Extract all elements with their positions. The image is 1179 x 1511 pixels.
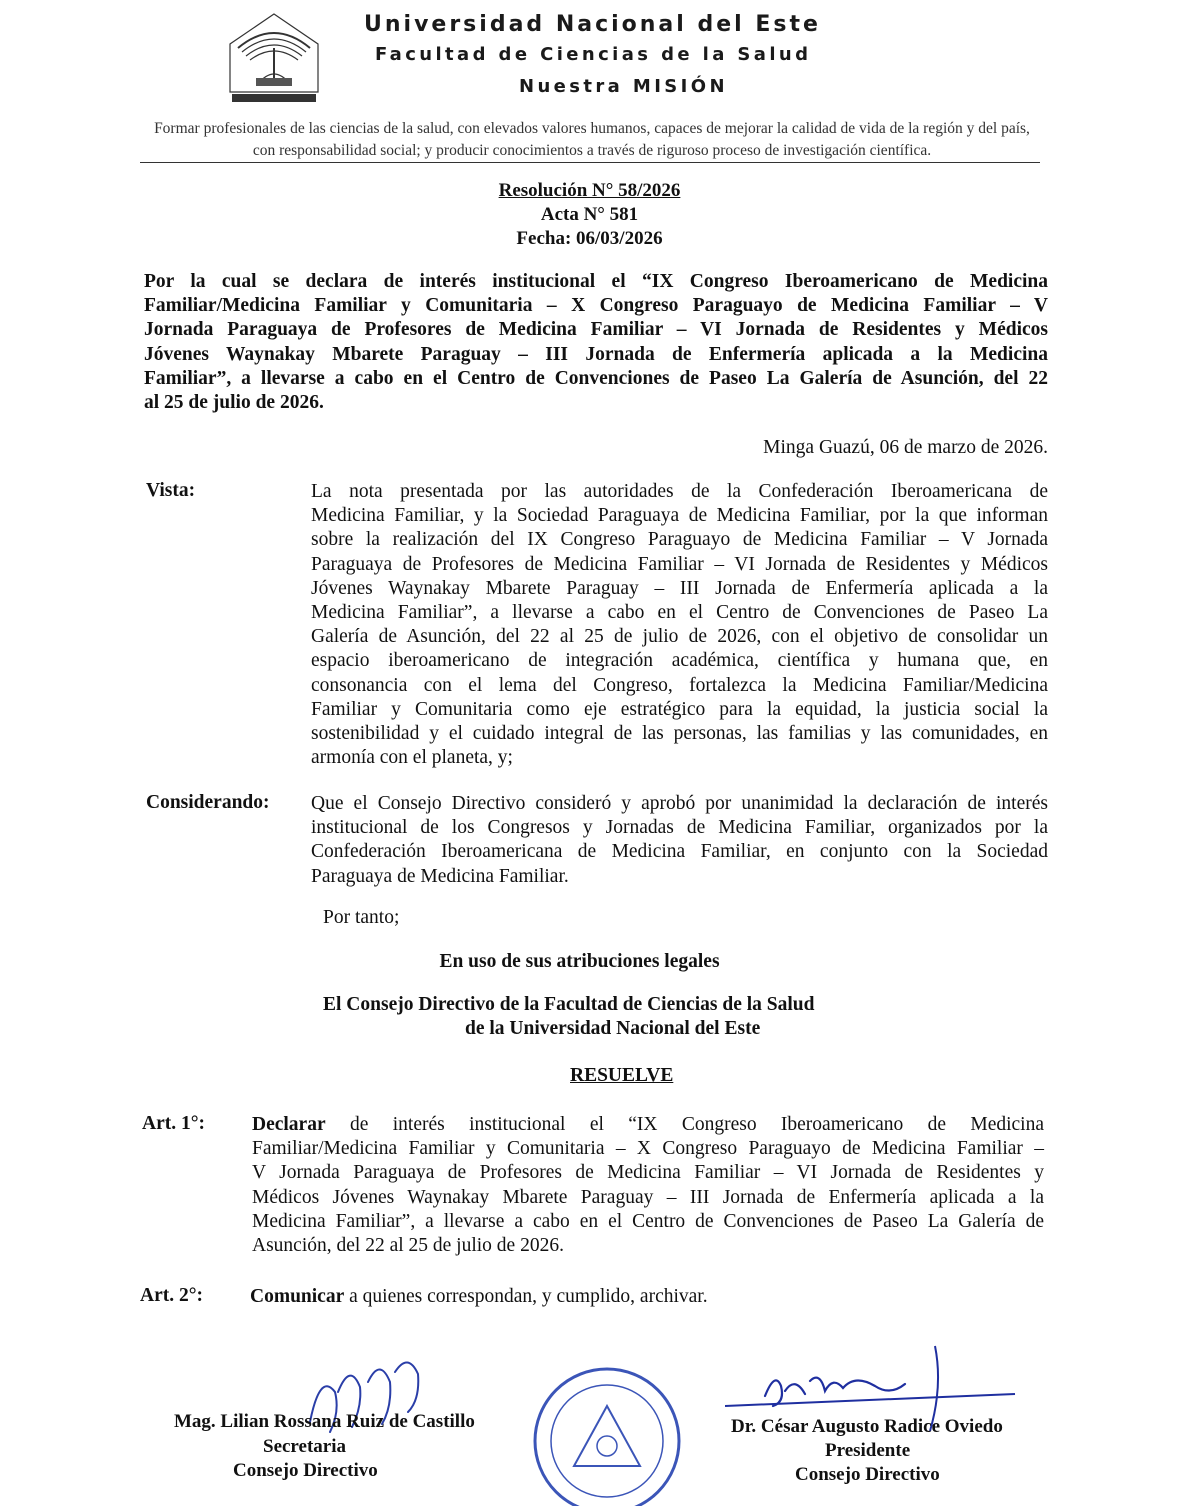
resolution-date: Fecha: 06/03/2026 [516,228,663,249]
acta-number: Acta N° 581 [540,204,639,225]
header-divider [140,162,1040,163]
art1-text: Declarar de interés institucional el “IX Congreso Iberoamericano de Medicina Familiar/Medicina Familiar y Comunitaria – X Congreso Paraguayo de Medicina Familiar – V Jornada Paraguaya de Profesores de Medicina Familiar – VI Jornada de Residentes y Médicos Jóvenes Waynakay Mbarete Paraguay – III Jornada de Enfermería aplicada a la Medicina Familiar”, a llevarse a cabo en el Centro de Convenciones de Paseo La Galería de Asunción, del 22 al 25 de julio de 2026. [252,1114,1044,1257]
right-signer-name: Dr. César Augusto Radice Oviedo [731,1416,1003,1437]
resuelve-heading: RESUELVE [570,1065,674,1086]
right-signer-role: Presidente [825,1440,911,1461]
consejo-line-2: de la Universidad Nacional del Este [465,1018,761,1039]
resolution-summary: Por la cual se declara de interés institucional el “IX Congreso Iberoamericano de Medicina Familiar/Medicina Familiar y Comunitaria – X Congreso Paraguayo de Medicina Familiar – V Jornada Paraguaya de Profesores de Medicina Familiar – VI Jornada de Residentes y Médicos Jóvenes Waynakay Mbarete Paraguay – III Jornada de Enfermería aplicada a la Medicina Familiar”, a llevarse a cabo en el Centro de Convenciones de Paseo La Galería de Asunción, del 22 al 25 de julio de 2026. [144,271,1048,414]
faculty-name: Facultad de Ciencias de la Salud [375,44,812,65]
mission-text: Formar profesionales de las ciencias de la salud, con elevados valores humanos, capaces de mejorar la calidad de vida de la región y del país, con responsabilidad social; y producir conocimientos a través de riguroso proceso de investigación científica. [154,120,1030,159]
art2-label: Art. 2°: [140,1285,204,1306]
art2-verb: Comunicar [250,1286,345,1307]
left-signer-role: Secretaria [263,1436,346,1457]
vista-label: Vista: [146,480,196,501]
consejo-line-1: El Consejo Directivo de la Facultad de Ciencias de la Salud [323,994,815,1015]
art1-verb: Declarar [252,1114,326,1135]
considerando-text: Que el Consejo Directivo consideró y aprobó por unanimidad la declaración de interés institucional de los Congresos y Jornadas de Medicina Familiar, organizados por la Confederación Iberoamericana de Medicina Familiar, en conjunto con la Sociedad Paraguaya de Medicina Familiar. [311,793,1048,887]
university-logo [218,8,330,108]
place-date: Minga Guazú, 06 de marzo de 2026. [763,437,1048,458]
vista-text: La nota presentada por las autoridades de la Confederación Iberoamericana de Medicina Familiar, y la Sociedad Paraguaya de Medicina Familiar, por la que informan sobre la realización del IX Congreso Paraguayo de Medicina Familiar – V Jornada Paraguaya de Profesores de Medicina Familiar – VI Jornada de Residentes y Médicos Jóvenes Waynakay Mbarete Paraguay – III Jornada de Enfermería aplicada a la Medicina Familiar”, a llevarse a cabo en el Centro de Convenciones de Paseo La Galería de Asunción, del 22 al 25 de julio de 2026, con el objetivo de consolidar un espacio iberoamericano de integración académica, científica y humana que, en consonancia con el lema del Congreso, fortalezca la Medicina Familiar/Medicina Familiar y Comunitaria como eje estratégico para la equidad, la justicia social la sostenibilidad y el cuidado integral de las personas, las familias y las comunidades, en armonía con el planeta, y; [311,481,1048,769]
left-signer-name: Mag. Lilian Rossana Ruiz de Castillo [174,1411,475,1432]
right-signer-body: Consejo Directivo [795,1464,940,1485]
mission-title: Nuestra MISIÓN [519,76,728,97]
atribuciones: En uso de sus atribuciones legales [439,951,720,972]
por-tanto: Por tanto; [323,907,400,928]
institution-seal [522,1356,692,1506]
art2-text: Comunicar a quienes correspondan, y cumplido, archivar. [250,1286,708,1307]
art1-label: Art. 1°: [142,1113,206,1134]
university-name: Universidad Nacional del Este [364,12,821,37]
left-signer-body: Consejo Directivo [233,1460,378,1481]
resolution-number: Resolución N° 58/2026 [498,180,681,201]
considerando-label: Considerando: [146,792,270,813]
